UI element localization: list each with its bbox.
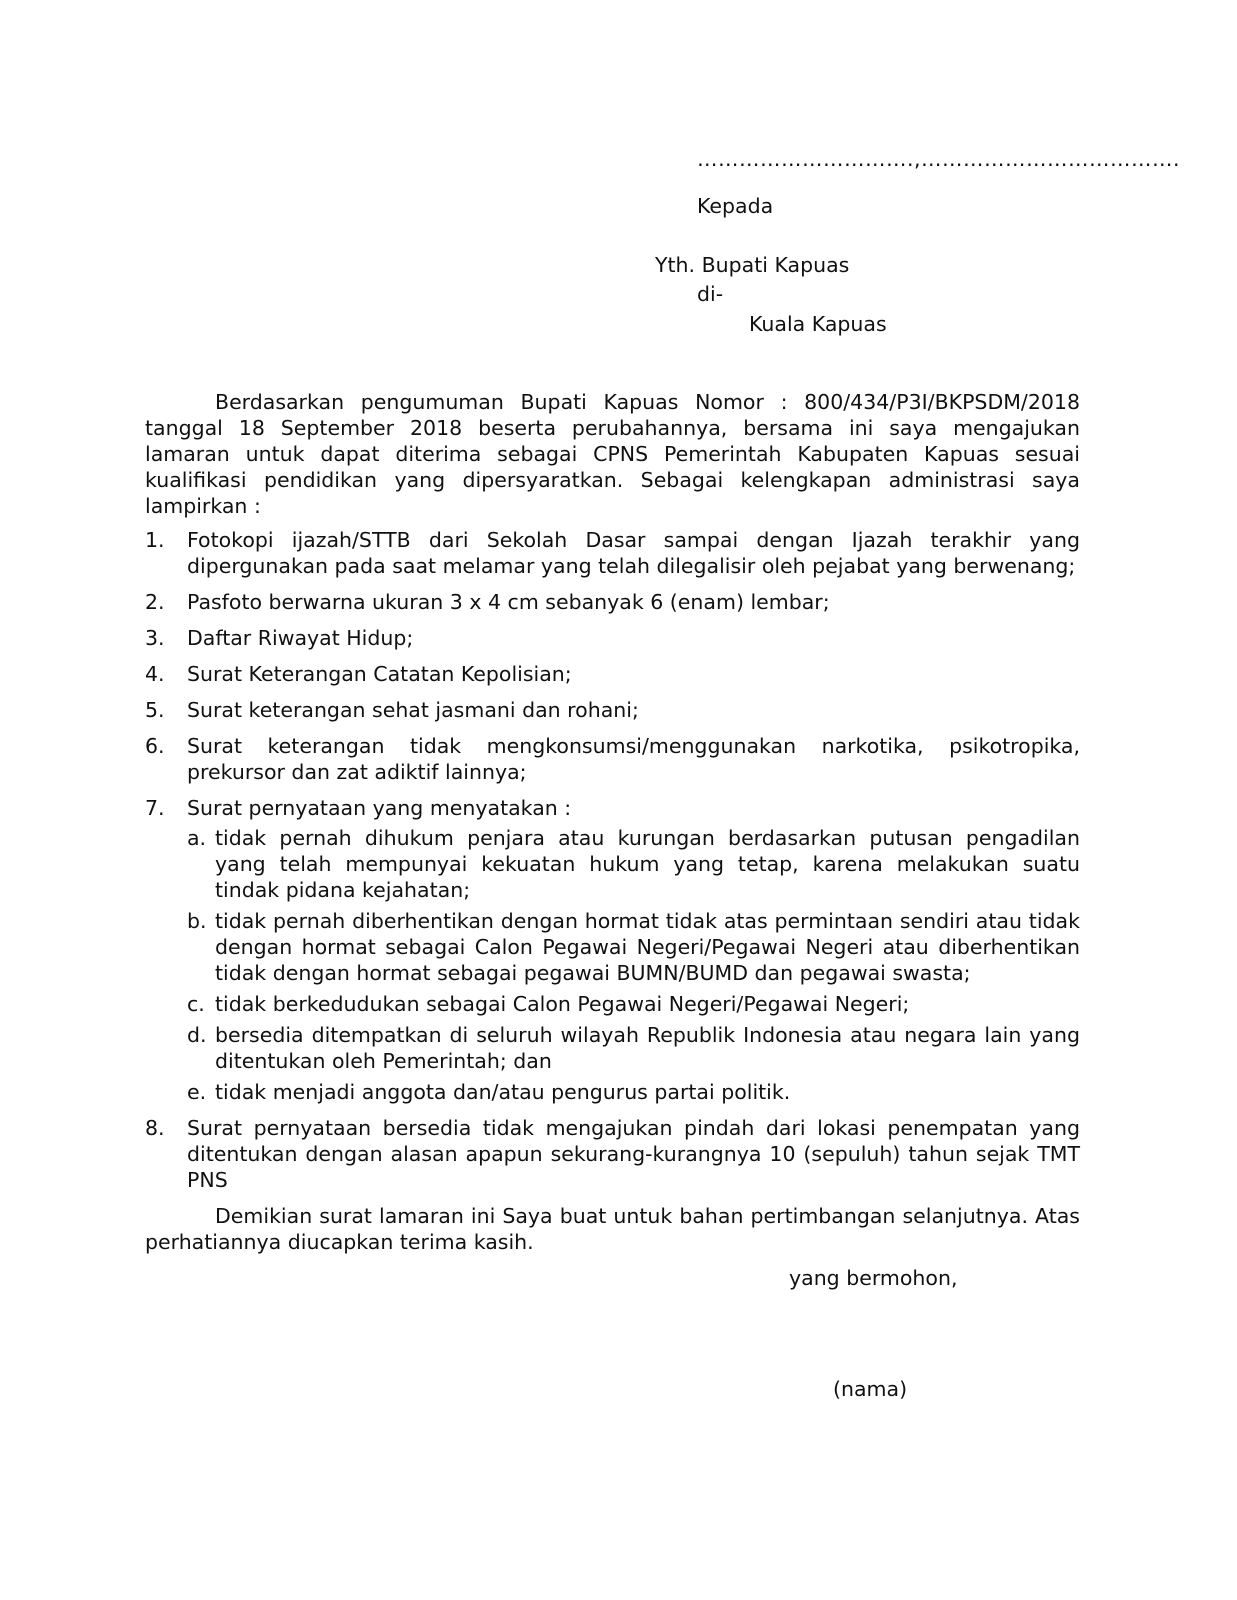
- list-item-text: Fotokopi ijazah/STTB dari Sekolah Dasar sampai dengan Ijazah terakhir yang dipergunakan pada saat melamar yang telah dilegalisir oleh pejabat yang berwenang;: [187, 528, 1080, 578]
- intro-paragraph: Berdasarkan pengumuman Bupati Kapuas Nomor : 800/434/P3I/BKPSDM/2018 tanggal 18 September 2018 beserta perubahannya, bersama ini saya mengajukan lamaran untuk dapat diterima sebagai CPNS Pemerintah Kabupaten Kapuas sesuai kualifikasi pendidikan yang dipersyaratkan. Sebagai kelengkapan administrasi saya lampirkan :: [145, 390, 1080, 518]
- sublist-letter: e.: [187, 1080, 207, 1104]
- list-item: [145, 589, 1080, 615]
- date-place-line: ………………………….,……………………………….: [697, 147, 1181, 171]
- list-item-text: Surat keterangan tidak mengkonsumsi/menggunakan narkotika, psikotropika, prekursor dan zat adiktif lainnya;: [187, 734, 1080, 784]
- sublist-letter: a.: [187, 826, 207, 850]
- signature-label: yang bermohon,: [789, 1266, 958, 1290]
- list-number: 2.: [145, 590, 165, 614]
- list-item-text: Pasfoto berwarna ukuran 3 x 4 cm sebanyak 6 (enam) lembar;: [187, 590, 830, 614]
- addressee-kepada: Kepada: [697, 194, 774, 218]
- list-item: [145, 795, 1080, 1105]
- list-item: [145, 625, 1080, 651]
- addressee-location: Kuala Kapuas: [749, 312, 887, 336]
- list-item: [145, 661, 1080, 687]
- list-item: [145, 697, 1080, 723]
- addressee-di: di-: [697, 282, 724, 306]
- list-number: 1.: [145, 528, 165, 552]
- sublist-item-text: tidak pernah diberhentikan dengan hormat tidak atas permintaan sendiri atau tidak dengan hormat sebagai Calon Pegawai Negeri/Pegawai Negeri atau diberhentikan tidak dengan hormat sebagai pegawai BUMN/BUMD dan pegawai swasta;: [215, 909, 1080, 985]
- list-item-text: Surat pernyataan yang menyatakan :: [187, 796, 572, 820]
- sublist-item: [187, 1079, 1080, 1105]
- sublist-item-text: tidak pernah dihukum penjara atau kurungan berdasarkan putusan pengadilan yang telah mempunyai kekuatan hukum yang tetap, karena melakukan suatu tindak pidana kejahatan;: [215, 826, 1080, 902]
- list-number: 4.: [145, 662, 165, 686]
- list-item-text: Surat keterangan sehat jasmani dan rohani;: [187, 698, 639, 722]
- list-item-text: Surat pernyataan bersedia tidak mengajukan pindah dari lokasi penempatan yang ditentukan dengan alasan apapun sekurang-kurangnya 10 (sepuluh) tahun sejak TMT PNS: [187, 1116, 1080, 1192]
- sublist-item-text: tidak menjadi anggota dan/atau pengurus partai politik.: [215, 1080, 791, 1104]
- addressee-recipient: Yth. Bupati Kapuas: [655, 253, 850, 277]
- list-number: 5.: [145, 698, 165, 722]
- list-number: 7.: [145, 796, 165, 820]
- sublist-item: [187, 908, 1080, 986]
- attachment-list: [145, 527, 1080, 1193]
- sublist-item-text: bersedia ditempatkan di seluruh wilayah Republik Indonesia atau negara lain yang ditentukan oleh Pemerintah; dan: [215, 1023, 1080, 1073]
- list-item: [145, 733, 1080, 785]
- list-number: 8.: [145, 1116, 165, 1140]
- sublist-item: [187, 991, 1080, 1017]
- list-item-text: Surat Keterangan Catatan Kepolisian;: [187, 662, 572, 686]
- list-item: [145, 527, 1080, 579]
- list-item-text: Daftar Riwayat Hidup;: [187, 626, 414, 650]
- list-number: 3.: [145, 626, 165, 650]
- signature-name: (nama): [833, 1377, 908, 1401]
- letter-body: [145, 389, 1080, 1255]
- sublist-item: [187, 1022, 1080, 1074]
- sublist-letter: c.: [187, 992, 205, 1016]
- sublist-item: [187, 825, 1080, 903]
- sublist-letter: b.: [187, 909, 207, 933]
- closing-paragraph: Demikian surat lamaran ini Saya buat untuk bahan pertimbangan selanjutnya. Atas perhatiannya diucapkan terima kasih.: [145, 1204, 1080, 1254]
- list-number: 6.: [145, 734, 165, 758]
- list-item: [145, 1115, 1080, 1193]
- sublist-letter: d.: [187, 1023, 207, 1047]
- statement-sublist: [187, 825, 1080, 1105]
- sublist-item-text: tidak berkedudukan sebagai Calon Pegawai Negeri/Pegawai Negeri;: [215, 992, 910, 1016]
